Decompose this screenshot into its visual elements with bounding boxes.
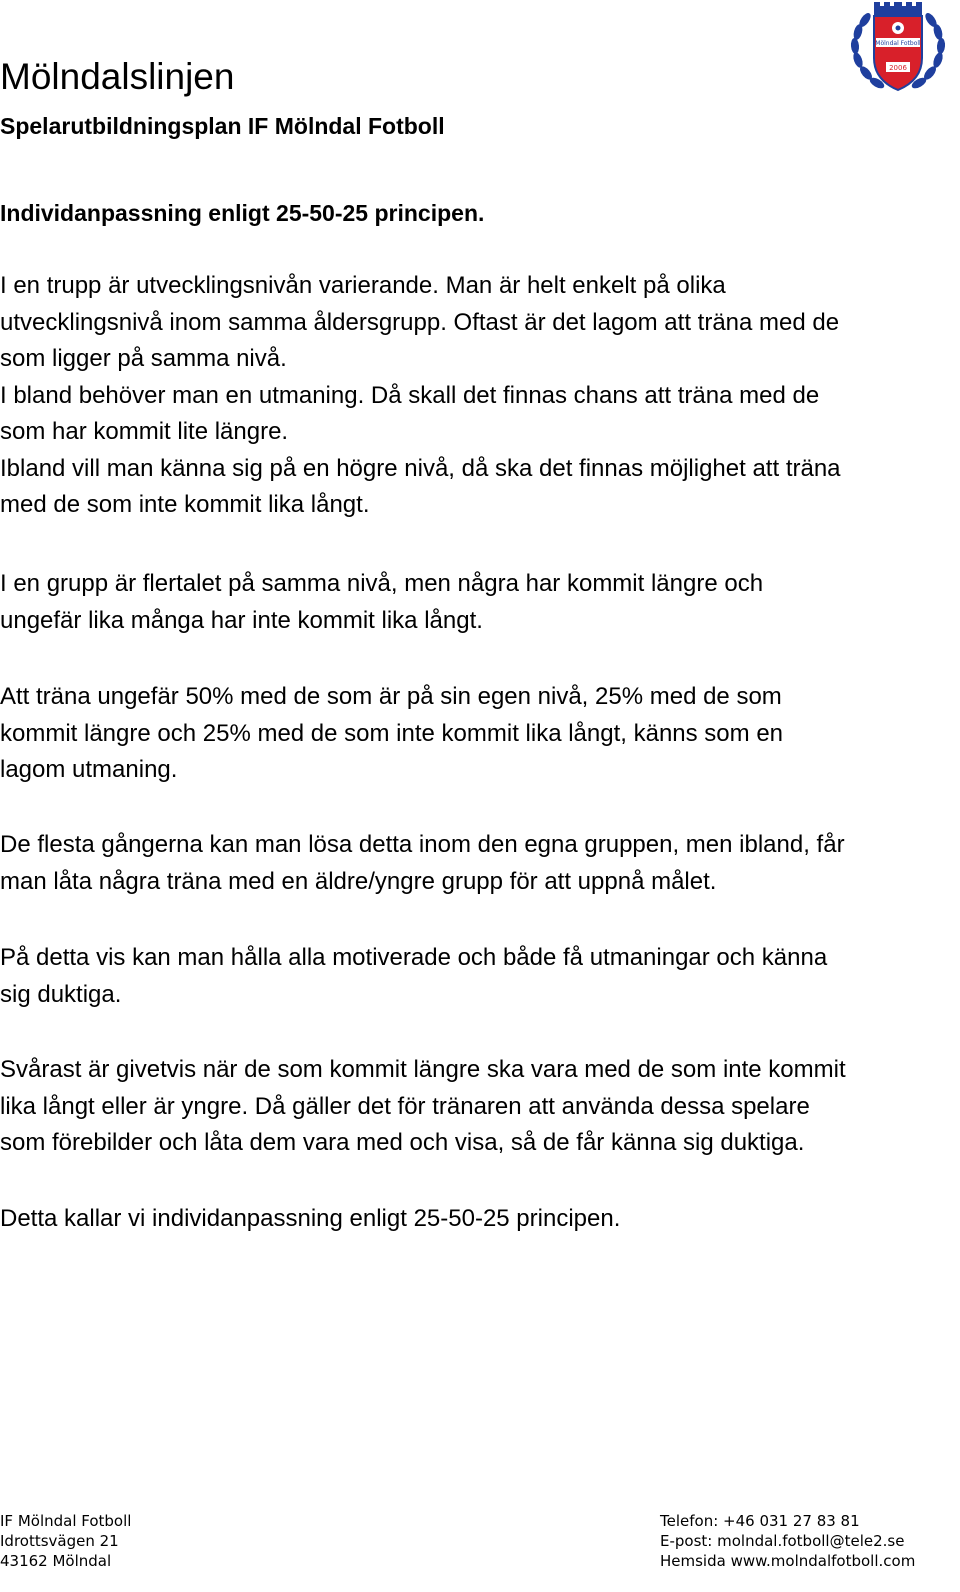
- paragraph-6: [0, 1052, 846, 1162]
- text-line: med de som inte kommit lika långt.: [0, 491, 370, 518]
- club-crest-icon: [846, 0, 950, 98]
- paragraph-4: [0, 827, 845, 900]
- text-line: som ligger på samma nivå.: [0, 345, 287, 372]
- footer-club-name: IF Mölndal Fotboll: [0, 1512, 132, 1530]
- text-line: lagom utmaning.: [0, 756, 178, 783]
- text-line: I en trupp är utvecklingsnivån varierande. Man är helt enkelt på olika: [0, 272, 726, 299]
- logo-year: 2006: [889, 64, 907, 72]
- footer-email[interactable]: E-post: molndal.fotboll@tele2.se: [660, 1532, 905, 1550]
- text-line: Ibland vill man känna sig på en högre nivå, då ska det finnas möjlighet att träna: [0, 454, 841, 482]
- text-line: I en grupp är flertalet på samma nivå, men några har kommit längre och: [0, 570, 764, 597]
- footer-contact: [660, 1511, 915, 1571]
- paragraph-7: [0, 1201, 620, 1238]
- footer-website[interactable]: Hemsida www.molndalfotboll.com: [660, 1552, 916, 1570]
- footer-street: Idrottsvägen 21: [0, 1532, 119, 1550]
- paragraph-1: [0, 268, 841, 524]
- text-line: som har kommit lite längre.: [0, 418, 289, 445]
- text-line: kommit längre och 25% med de som inte kommit lika långt, känns som en: [0, 719, 784, 747]
- paragraph-2: [0, 566, 763, 639]
- text-line: Att träna ungefär 50% med de som är på sin egen nivå, 25% med de som: [0, 683, 782, 710]
- text-line: som förebilder och låta dem vara med och visa, så de får känna sig duktiga.: [0, 1129, 805, 1156]
- text-line: På detta vis kan man hålla alla motiverade och både få utmaningar och känna: [0, 944, 828, 971]
- text-line: utvecklingsnivå inom samma åldersgrupp. Oftast är det lagom att träna med de: [0, 308, 840, 336]
- text-line: man låta några träna med en äldre/yngre grupp för att uppnå målet.: [0, 867, 717, 895]
- club-logo: [846, 0, 950, 98]
- paragraph-5: [0, 940, 827, 1013]
- paragraph-3: [0, 679, 783, 789]
- text-line: lika långt eller är yngre. Då gäller det för tränaren att använda dessa spelare: [0, 1092, 810, 1120]
- section-heading: Individanpassning enligt 25-50-25 principen.: [0, 200, 485, 226]
- text-line: Svårast är givetvis när de som kommit längre ska vara med de som inte kommit: [0, 1056, 846, 1083]
- text-line: Detta kallar vi individanpassning enligt 25-50-25 principen.: [0, 1205, 621, 1232]
- text-line: De flesta gångerna kan man lösa detta inom den egna gruppen, men ibland, får: [0, 831, 845, 858]
- logo-club-name: Mölndal Fotboll: [875, 40, 921, 47]
- text-line: I bland behöver man en utmaning. Då skall det finnas chans att träna med de: [0, 381, 820, 409]
- footer-address: [0, 1511, 131, 1571]
- page-title: Mölndalslinjen: [0, 56, 235, 97]
- footer-city: 43162 Mölndal: [0, 1552, 112, 1570]
- footer-phone: Telefon: +46 031 27 83 81: [660, 1512, 860, 1530]
- text-line: ungefär lika många har inte kommit lika långt.: [0, 606, 483, 634]
- text-line: sig duktiga.: [0, 980, 122, 1008]
- page-subtitle: Spelarutbildningsplan IF Mölndal Fotboll: [0, 113, 445, 139]
